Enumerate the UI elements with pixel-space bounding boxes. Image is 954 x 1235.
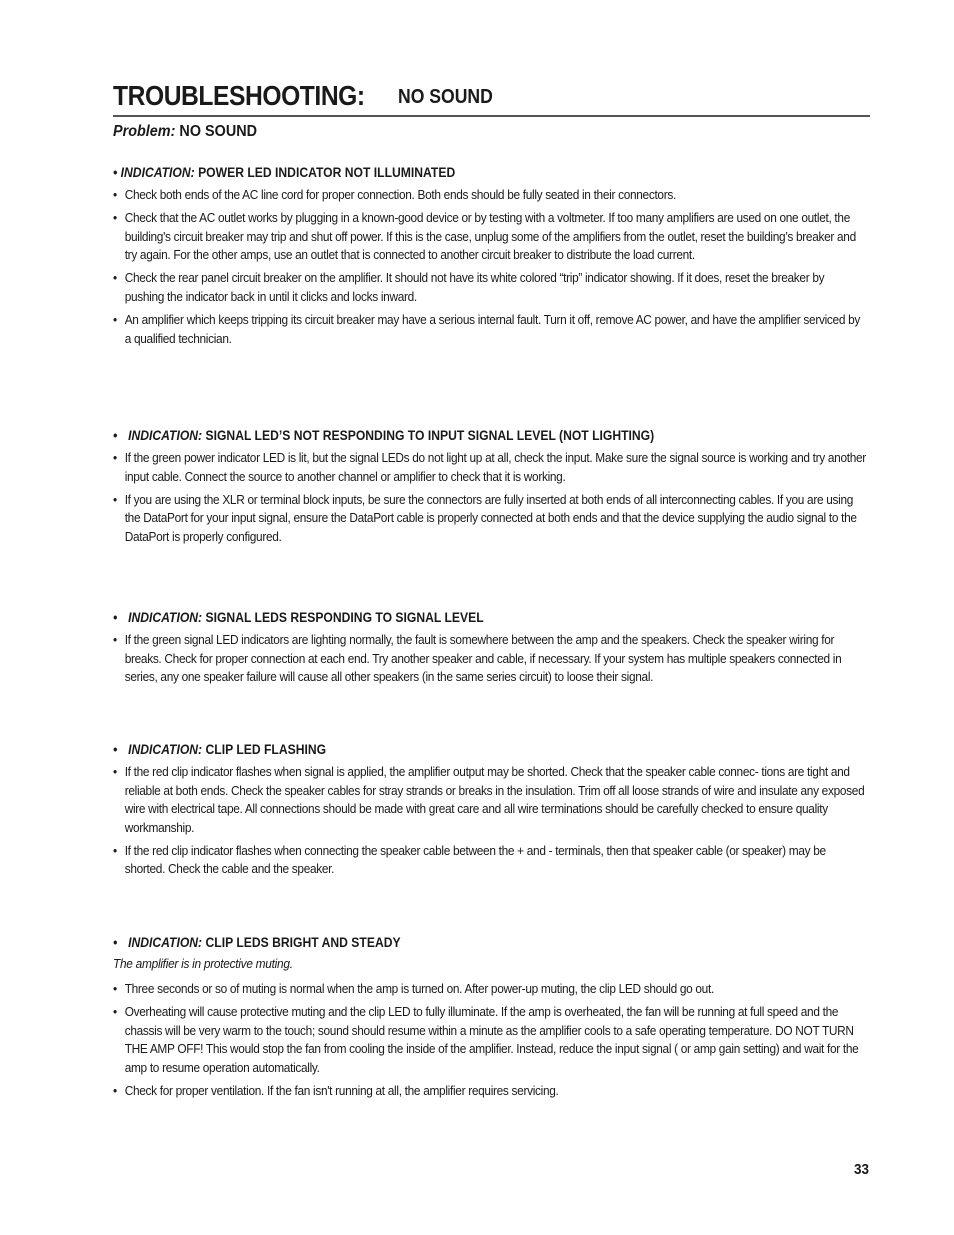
section-signal-led-not-responding — [113, 428, 873, 551]
bullet-list — [113, 980, 873, 1101]
list-item: • Check the rear panel circuit breaker on the amplifier. It should not have its white colored “trip” indicator showing. If it does, reset the breaker by pushing the indicator back in until it clicks and locks inward. — [113, 269, 866, 306]
indication-bullet: • — [113, 935, 118, 950]
problem-heading — [113, 123, 257, 141]
indication-label: INDICATION: — [120, 165, 195, 180]
list-item: • Check that the AC outlet works by plugging in a known-good device or by testing with a voltmeter. If too many amplifiers are used on one outlet, the building's circuit breaker may trip and shut off power. If this is the case, unplug some of the amplifiers from the outlet, reset the building’s breaker and try again. For the other amps, use an outlet that is connected to another circuit breaker to distribute the load current. — [113, 209, 866, 265]
section-clip-led-flashing — [113, 742, 873, 884]
list-item: • An amplifier which keeps tripping its circuit breaker may have a serious internal fault. Turn it off, remove AC power, and have the amplifier serviced by a qualified technician. — [113, 311, 866, 348]
indication-bullet: • — [113, 742, 118, 757]
list-item: • Three seconds or so of muting is normal when the amp is turned on. After power-up muting, the clip LED should go out. — [113, 980, 866, 999]
indication-bullet: • — [113, 165, 118, 180]
list-item: • If the red clip indicator flashes when signal is applied, the amplifier output may be shorted. Check that the speaker cable connec- tions are tight and reliable at both ends. Check the speaker cables for stray strands or breaks in the insulation. Trim off all loose strands of wire and insulate any exposed wire with electrical tape. All connections should be made with great care and all wire terminations should be carefully checked to ensure quality workmanship. — [113, 763, 866, 837]
indication-heading — [113, 428, 797, 443]
list-item: • If you are using the XLR or terminal block inputs, be sure the connectors are fully inserted at both ends of all interconnecting cables. If you are using the DataPort for your input signal, ensure the DataPort cable is properly connected at both ends and that the device supplying the audio signal to the DataPort is properly configured. — [113, 491, 866, 547]
bullet-list — [113, 631, 873, 687]
problem-label: Problem: — [113, 123, 176, 140]
list-item: • Check both ends of the AC line cord for proper connection. Both ends should be fully seated in their connectors. — [113, 186, 866, 205]
section-note: The amplifier is in protective muting. — [113, 956, 293, 971]
list-item: • Check for proper ventilation. If the fan isn't running at all, the amplifier requires servicing. — [113, 1082, 866, 1101]
list-item: • Overheating will cause protective muting and the clip LED to fully illuminate. If the amp is overheated, the fan will be running at full speed and the chassis will be very warm to the touch; sound should resume within a minute as the amplifier cools to a safe operating temperature. DO NOT TURN THE AMP OFF! This would stop the fan from cooling the inside of the amplifier. Instead, reduce the input signal ( or amp gain setting) and wait for the amp to resume operation automatically. — [113, 1003, 866, 1077]
indication-heading — [113, 935, 797, 950]
section-signal-led-responding — [113, 610, 873, 691]
indication-text: SIGNAL LEDS RESPONDING TO SIGNAL LEVEL — [205, 610, 484, 625]
indication-bullet: • — [113, 610, 118, 625]
bullet-list — [113, 449, 873, 546]
title-main: TROUBLESHOOTING: — [113, 80, 365, 111]
indication-label: INDICATION: — [128, 610, 203, 625]
bullet-list — [113, 763, 873, 879]
page-title — [113, 80, 870, 117]
indication-text: POWER LED INDICATOR NOT ILLUMINATED — [198, 165, 456, 180]
section-clip-leds-steady — [113, 935, 873, 1105]
indication-heading — [113, 165, 797, 180]
bullet-list — [113, 186, 873, 348]
list-item: • If the red clip indicator flashes when connecting the speaker cable between the + and - terminals, then that speaker cable (or speaker) may be shorted. Check the cable and the speaker. — [113, 842, 866, 879]
indication-heading — [113, 742, 797, 757]
list-item: • If the green power indicator LED is lit, but the signal LEDs do not light up at all, check the input. Make sure the signal source is working and try another input cable. Connect the source to another channel or amplifier to check that it is working. — [113, 449, 866, 486]
indication-text: CLIP LED FLASHING — [205, 742, 327, 757]
indication-label: INDICATION: — [128, 935, 203, 950]
title-subtitle: NO SOUND — [398, 86, 493, 108]
indication-bullet: • — [113, 428, 118, 443]
indication-text: SIGNAL LED’S NOT RESPONDING TO INPUT SIGNAL LEVEL (NOT LIGHTING) — [205, 428, 655, 443]
indication-text: CLIP LEDS BRIGHT AND STEADY — [205, 935, 401, 950]
list-item: • If the green signal LED indicators are lighting normally, the fault is somewhere between the amp and the speakers. Check the speaker wiring for breaks. Check for proper connection at each end. Try another speaker and cable, if necessary. If your system has multiple speakers connected in series, any one speaker failure will cause all other speakers (in the same series circuit) to loose their signal. — [113, 631, 866, 687]
problem-value: NO SOUND — [179, 123, 258, 140]
section-power-led — [113, 165, 873, 353]
indication-label: INDICATION: — [128, 428, 203, 443]
indication-label: INDICATION: — [128, 742, 203, 757]
page-number: 33 — [854, 1161, 870, 1178]
indication-heading — [113, 610, 797, 625]
